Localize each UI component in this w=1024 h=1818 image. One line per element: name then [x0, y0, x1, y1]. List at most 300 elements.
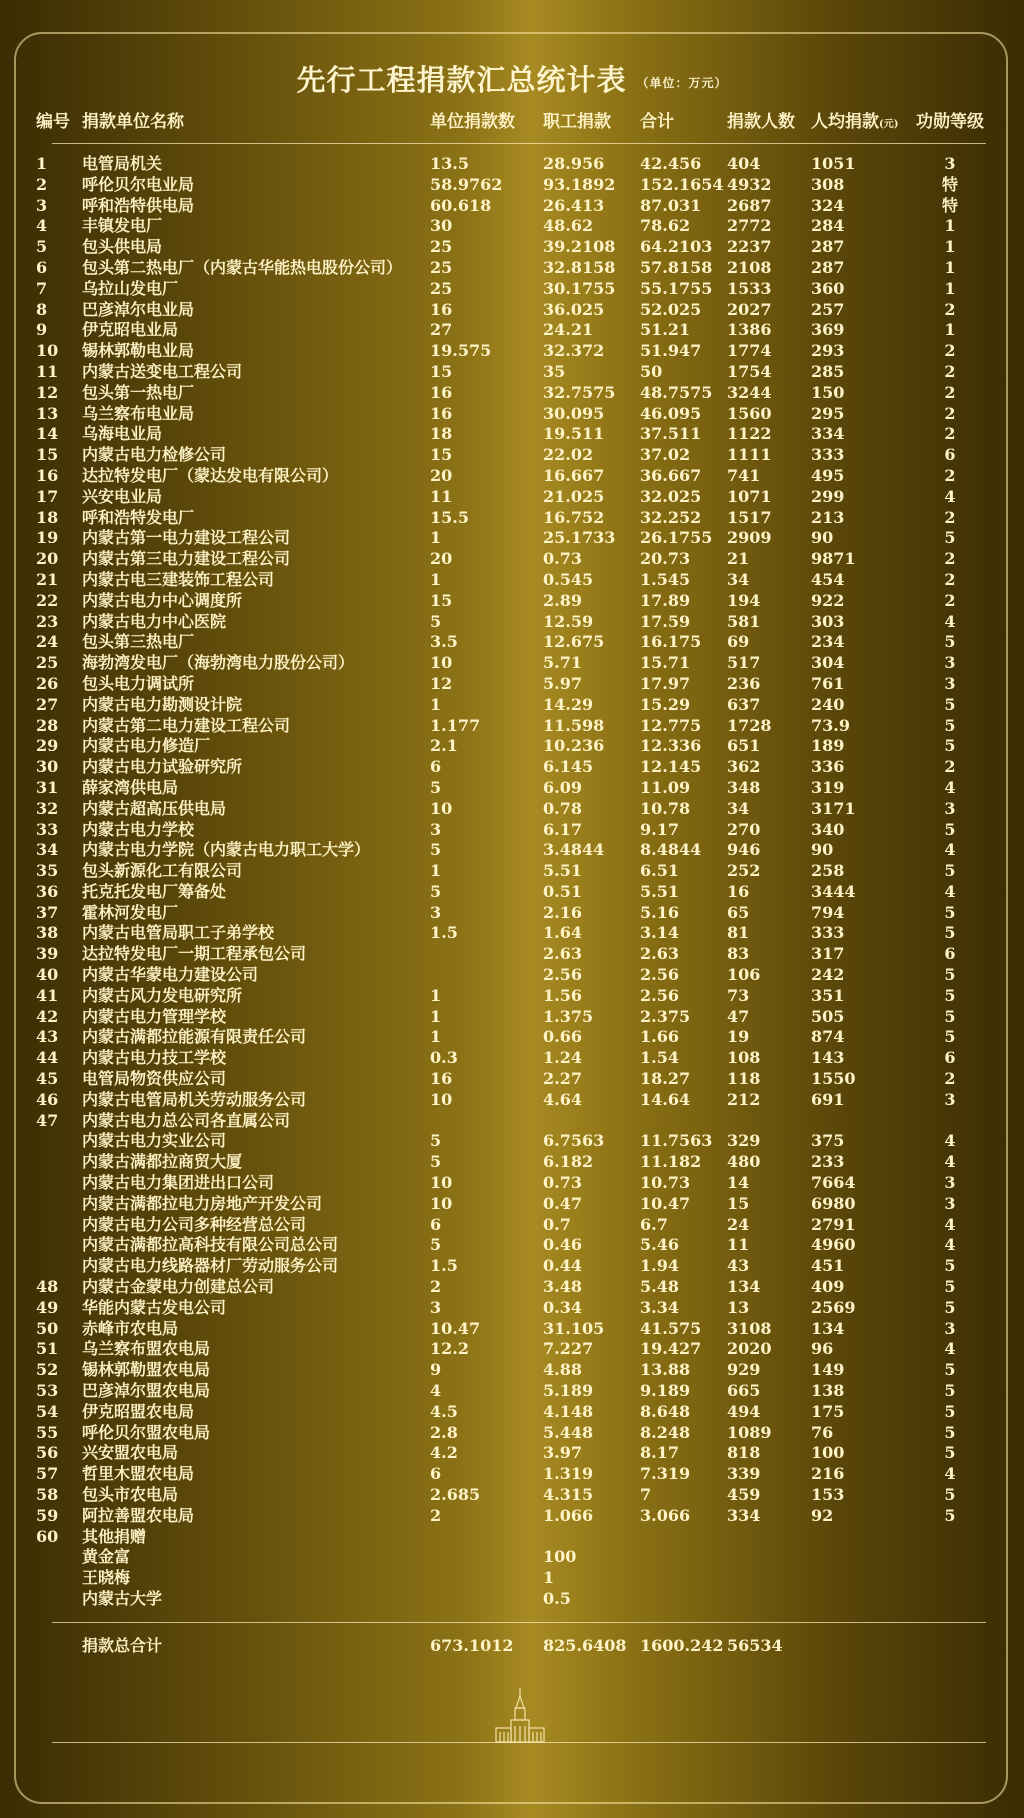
- row-grade: 3: [944, 1089, 956, 1109]
- row-total: 1.545: [640, 569, 691, 589]
- row-name: 黄金富: [82, 1547, 131, 1567]
- row-people: 818: [727, 1443, 761, 1463]
- row-total: 7.319: [640, 1464, 691, 1484]
- row-people: 329: [727, 1131, 761, 1151]
- row-total: 1.66: [640, 1027, 679, 1047]
- table-row: [0, 383, 1024, 404]
- row-people: 73: [727, 985, 750, 1005]
- row-staff-donation: 4.88: [543, 1360, 582, 1380]
- row-unit-donation: 15.5: [430, 507, 469, 527]
- row-people: 637: [727, 694, 761, 714]
- table-row: [0, 944, 1024, 965]
- row-no: 28: [36, 715, 59, 735]
- table-row: [0, 1173, 1024, 1194]
- row-total: 5.16: [640, 902, 679, 922]
- row-name: 锡林郭勒电业局: [82, 341, 195, 361]
- row-grade: 4: [944, 777, 956, 797]
- row-total: 55.1755: [640, 278, 713, 298]
- total-people: 56534: [727, 1636, 783, 1655]
- row-average: 299: [811, 486, 845, 506]
- table-row: [0, 466, 1024, 487]
- table-row: [0, 279, 1024, 300]
- row-average: 100: [811, 1443, 845, 1463]
- row-unit-donation: 11: [430, 486, 453, 506]
- row-no: 54: [36, 1401, 59, 1421]
- row-name: 包头第一热电厂: [82, 382, 195, 402]
- row-people: 34: [727, 798, 750, 818]
- row-people: 270: [727, 819, 761, 839]
- row-name: 内蒙古电力公司多种经营总公司: [82, 1214, 307, 1234]
- row-unit-donation: 10: [430, 1173, 453, 1193]
- row-no: 5: [36, 237, 48, 257]
- row-average: 369: [811, 320, 845, 340]
- row-grade: 5: [944, 861, 956, 881]
- row-name: 包头电力调试所: [82, 673, 195, 693]
- row-average: 409: [811, 1277, 845, 1297]
- row-unit-donation: 60.618: [430, 195, 492, 215]
- table-row: [0, 716, 1024, 737]
- row-no: 46: [36, 1089, 59, 1109]
- row-average: 691: [811, 1089, 845, 1109]
- row-people: 741: [727, 465, 761, 485]
- row-staff-donation: 39.2108: [543, 237, 616, 257]
- row-staff-donation: 11.598: [543, 715, 605, 735]
- row-average: 351: [811, 985, 845, 1005]
- row-grade: 特: [941, 195, 958, 215]
- row-grade: 2: [944, 549, 956, 569]
- row-no: 45: [36, 1069, 59, 1089]
- row-staff-donation: 12.59: [543, 611, 594, 631]
- row-total: 42.456: [640, 154, 702, 173]
- row-total: 3.34: [640, 1297, 679, 1317]
- row-average: 189: [811, 736, 845, 756]
- row-no: 25: [36, 653, 59, 673]
- row-total: 2.375: [640, 1006, 691, 1026]
- row-no: 30: [36, 757, 59, 777]
- row-staff-donation: 1.066: [543, 1505, 594, 1525]
- row-name: 内蒙古电力中心医院: [82, 611, 227, 631]
- row-grade: 5: [944, 1381, 956, 1401]
- row-total: 16.175: [640, 632, 702, 652]
- table-row: [0, 549, 1024, 570]
- header-avg-text: 人均捐款: [811, 112, 879, 132]
- table-row: [0, 632, 1024, 653]
- row-staff-donation: 14.29: [543, 694, 594, 714]
- row-total: 3.14: [640, 923, 679, 943]
- row-total: 152.1654: [640, 174, 724, 194]
- row-name: 内蒙古电力修造厂: [82, 736, 211, 756]
- table-row: [0, 1568, 1024, 1589]
- row-no: 21: [36, 569, 59, 589]
- row-staff-donation: 26.413: [543, 195, 605, 215]
- table-row: [0, 1027, 1024, 1048]
- row-people: 2027: [727, 299, 772, 319]
- row-people: 4932: [727, 174, 772, 194]
- row-no: 29: [36, 736, 59, 756]
- table-row: [0, 1506, 1024, 1527]
- row-people: 24: [727, 1214, 750, 1234]
- row-total: 19.427: [640, 1339, 702, 1359]
- row-name: 内蒙古电管局职工子弟学校: [82, 923, 275, 943]
- row-name: 内蒙古电力勘测设计院: [82, 694, 243, 714]
- table-row: [0, 1319, 1024, 1340]
- row-name: 内蒙古满都拉能源有限责任公司: [82, 1027, 307, 1047]
- row-total: 9.189: [640, 1381, 691, 1401]
- row-name: 内蒙古第一电力建设工程公司: [82, 528, 291, 548]
- row-unit-donation: 5: [430, 1131, 442, 1151]
- row-staff-donation: 5.51: [543, 861, 582, 881]
- row-no: 39: [36, 944, 59, 964]
- row-no: 35: [36, 861, 59, 881]
- row-no: 42: [36, 1006, 59, 1026]
- table-row: [0, 923, 1024, 944]
- row-staff-donation: 1.319: [543, 1464, 594, 1484]
- row-people: 118: [727, 1069, 761, 1089]
- row-staff-donation: 0.44: [543, 1256, 582, 1276]
- row-unit-donation: 4.5: [430, 1401, 458, 1421]
- row-grade: 2: [944, 465, 956, 485]
- row-staff-donation: 1: [543, 1568, 555, 1588]
- header-people: 捐款人数: [727, 112, 795, 132]
- row-staff-donation: 24.21: [543, 320, 594, 340]
- row-people: 19: [727, 1027, 750, 1047]
- row-average: 6980: [811, 1193, 856, 1213]
- row-total: 6.7: [640, 1214, 668, 1234]
- row-people: 362: [727, 757, 761, 777]
- row-staff-donation: 0.7: [543, 1214, 571, 1234]
- table-row: [0, 487, 1024, 508]
- table-row: [0, 1360, 1024, 1381]
- row-people: 1089: [727, 1422, 772, 1442]
- row-grade: 5: [944, 1006, 956, 1026]
- row-people: 348: [727, 777, 761, 797]
- header-divider: [52, 143, 986, 144]
- row-grade: 2: [944, 590, 956, 610]
- table-row: [0, 1090, 1024, 1111]
- row-average: 295: [811, 403, 845, 423]
- row-grade: 2: [944, 299, 956, 319]
- row-grade: 5: [944, 528, 956, 548]
- row-average: 240: [811, 694, 845, 714]
- row-unit-donation: 16: [430, 382, 453, 402]
- row-average: 319: [811, 777, 845, 797]
- row-unit-donation: 6: [430, 757, 442, 777]
- row-staff-donation: 0.5: [543, 1588, 571, 1608]
- row-average: 149: [811, 1360, 845, 1380]
- table-row: [0, 1298, 1024, 1319]
- row-average: 304: [811, 653, 845, 673]
- row-name: 阿拉善盟农电局: [82, 1505, 195, 1525]
- row-total: 2.56: [640, 985, 679, 1005]
- table-row: [0, 1339, 1024, 1360]
- row-people: 1774: [727, 341, 772, 361]
- row-staff-donation: 36.025: [543, 299, 605, 319]
- table-body: [0, 154, 1024, 1610]
- row-total: 32.252: [640, 507, 702, 527]
- row-name: 内蒙古大学: [82, 1588, 163, 1608]
- row-total: 41.575: [640, 1318, 702, 1338]
- row-name: 巴彦淖尔电业局: [82, 299, 195, 319]
- table-row: [0, 404, 1024, 425]
- table-row: [0, 1256, 1024, 1277]
- row-no: 43: [36, 1027, 59, 1047]
- row-staff-donation: 0.46: [543, 1235, 582, 1255]
- row-people: 16: [727, 881, 750, 901]
- row-people: 581: [727, 611, 761, 631]
- row-unit-donation: 27: [430, 320, 453, 340]
- row-staff-donation: 0.73: [543, 549, 582, 569]
- row-staff-donation: 48.62: [543, 216, 594, 236]
- table-row: [0, 508, 1024, 529]
- title-text: 先行工程捐款汇总统计表: [296, 63, 627, 97]
- row-people: 252: [727, 861, 761, 881]
- row-unit-donation: 5: [430, 881, 442, 901]
- row-name: 乌海电业局: [82, 424, 163, 444]
- row-unit-donation: 1: [430, 861, 442, 881]
- row-no: 33: [36, 819, 59, 839]
- row-name: 内蒙古电力试验研究所: [82, 757, 243, 777]
- row-average: 324: [811, 195, 845, 215]
- table-row: [0, 1443, 1024, 1464]
- row-name: 内蒙古电力管理学校: [82, 1006, 227, 1026]
- row-total: 50: [640, 361, 663, 381]
- row-staff-donation: 2.16: [543, 902, 582, 922]
- row-grade: 1: [944, 237, 956, 257]
- row-unit-donation: 2: [430, 1277, 442, 1297]
- row-staff-donation: 6.17: [543, 819, 582, 839]
- row-average: 340: [811, 819, 845, 839]
- row-people: 2108: [727, 257, 772, 277]
- row-staff-donation: 0.73: [543, 1173, 582, 1193]
- row-total: 17.89: [640, 590, 691, 610]
- row-average: 150: [811, 382, 845, 402]
- row-unit-donation: 25: [430, 257, 453, 277]
- row-average: 495: [811, 465, 845, 485]
- row-name: 内蒙古电力检修公司: [82, 445, 227, 465]
- row-no: 9: [36, 320, 48, 340]
- table-row: [0, 840, 1024, 861]
- row-grade: 特: [941, 174, 958, 194]
- row-people: 13: [727, 1297, 750, 1317]
- row-total: 18.27: [640, 1069, 691, 1089]
- row-no: 57: [36, 1464, 59, 1484]
- table-row: [0, 1194, 1024, 1215]
- row-people: 1560: [727, 403, 772, 423]
- row-unit-donation: 3: [430, 819, 442, 839]
- row-unit-donation: 1.5: [430, 923, 458, 943]
- table-row: [0, 258, 1024, 279]
- row-staff-donation: 6.7563: [543, 1131, 605, 1151]
- row-total: 8.648: [640, 1401, 691, 1421]
- row-staff-donation: 6.145: [543, 757, 594, 777]
- row-no: 4: [36, 216, 48, 236]
- table-row: [0, 986, 1024, 1007]
- row-staff-donation: 4.64: [543, 1089, 582, 1109]
- row-total: 51.21: [640, 320, 691, 340]
- row-total: 12.775: [640, 715, 702, 735]
- row-name: 包头第二热电厂（内蒙古华能热电股份公司）: [82, 257, 403, 277]
- row-name: 内蒙古电力学院（内蒙古电力职工大学）: [82, 840, 371, 860]
- row-grade: 5: [944, 923, 956, 943]
- row-name: 霍林河发电厂: [82, 902, 179, 922]
- row-grade: 5: [944, 736, 956, 756]
- row-staff-donation: 28.956: [543, 154, 605, 173]
- table-row: [0, 237, 1024, 258]
- row-total: 2.56: [640, 965, 679, 985]
- row-name: 内蒙古电力总公司各直属公司: [82, 1110, 291, 1130]
- row-average: 293: [811, 341, 845, 361]
- row-average: 308: [811, 174, 845, 194]
- row-people: 2909: [727, 528, 772, 548]
- row-average: 96: [811, 1339, 834, 1359]
- row-total: 6.51: [640, 861, 679, 881]
- row-staff-donation: 2.63: [543, 944, 582, 964]
- row-staff-donation: 2.56: [543, 965, 582, 985]
- table-row: [0, 196, 1024, 217]
- row-people: 2772: [727, 216, 772, 236]
- row-average: 505: [811, 1006, 845, 1026]
- row-people: 106: [727, 965, 761, 985]
- row-name: 呼伦贝尔盟农电局: [82, 1422, 211, 1442]
- row-unit-donation: 58.9762: [430, 174, 503, 194]
- row-people: 69: [727, 632, 750, 652]
- row-name: 呼伦贝尔电业局: [82, 174, 195, 194]
- row-average: 303: [811, 611, 845, 631]
- row-name: 伊克昭电业局: [82, 320, 179, 340]
- row-average: 761: [811, 673, 845, 693]
- row-name: 内蒙古电力学校: [82, 819, 195, 839]
- row-unit-donation: 5: [430, 1152, 442, 1172]
- row-staff-donation: 6.182: [543, 1152, 594, 1172]
- row-no: 11: [36, 361, 59, 381]
- row-no: 22: [36, 590, 59, 610]
- table-row: [0, 612, 1024, 633]
- row-name: 内蒙古电力线路器材厂劳动服务公司: [82, 1256, 339, 1276]
- row-people: 14: [727, 1173, 750, 1193]
- row-people: 334: [727, 1505, 761, 1525]
- row-staff-donation: 2.27: [543, 1069, 582, 1089]
- row-total: 10.47: [640, 1193, 691, 1213]
- row-total: 17.59: [640, 611, 691, 631]
- row-unit-donation: 15: [430, 445, 453, 465]
- row-people: 11: [727, 1235, 750, 1255]
- row-grade: 5: [944, 632, 956, 652]
- row-average: 2791: [811, 1214, 856, 1234]
- row-no: 23: [36, 611, 59, 631]
- row-total: 8.4844: [640, 840, 702, 860]
- row-staff-donation: 19.511: [543, 424, 605, 444]
- row-unit-donation: 10.47: [430, 1318, 481, 1338]
- table-row: [0, 1464, 1024, 1485]
- row-total: 10.78: [640, 798, 691, 818]
- row-no: 40: [36, 965, 59, 985]
- row-name: 托克托发电厂筹备处: [82, 881, 227, 901]
- row-average: 1051: [811, 154, 856, 173]
- row-total: 1.54: [640, 1048, 679, 1068]
- row-average: 9871: [811, 549, 856, 569]
- row-name: 内蒙古华蒙电力建设公司: [82, 965, 259, 985]
- row-grade: 5: [944, 1297, 956, 1317]
- table-row: [0, 820, 1024, 841]
- row-total: 5.46: [640, 1235, 679, 1255]
- row-total: 51.947: [640, 341, 702, 361]
- row-unit-donation: 2: [430, 1505, 442, 1525]
- row-name: 内蒙古第三电力建设工程公司: [82, 549, 291, 569]
- total-staff: 825.6408: [543, 1636, 627, 1655]
- row-grade: 4: [944, 611, 956, 631]
- row-total: 8.248: [640, 1422, 691, 1442]
- row-grade: 5: [944, 1485, 956, 1504]
- row-name: 电管局机关: [82, 154, 163, 173]
- row-people: 81: [727, 923, 750, 943]
- row-total: 11.09: [640, 777, 691, 797]
- table-row: [0, 1423, 1024, 1444]
- row-name: 呼和浩特发电厂: [82, 507, 195, 527]
- row-unit-donation: 3.5: [430, 632, 458, 652]
- row-staff-donation: 5.189: [543, 1381, 594, 1401]
- row-name: 包头供电局: [82, 237, 163, 257]
- row-name: 内蒙古送变电工程公司: [82, 361, 243, 381]
- row-name: 内蒙古第二电力建设工程公司: [82, 715, 291, 735]
- row-total: 3.066: [640, 1505, 691, 1525]
- row-name: 内蒙古电力集团进出口公司: [82, 1173, 275, 1193]
- row-unit-donation: 10: [430, 1089, 453, 1109]
- row-name: 内蒙古电管局机关劳动服务公司: [82, 1089, 307, 1109]
- row-no: 6: [36, 257, 48, 277]
- table-header: [0, 108, 1024, 136]
- table-row: [0, 175, 1024, 196]
- row-staff-donation: 1.64: [543, 923, 582, 943]
- row-grade: 5: [944, 902, 956, 922]
- row-total: 5.51: [640, 881, 679, 901]
- header-total: 合计: [640, 112, 674, 132]
- row-grade: 4: [944, 1152, 956, 1172]
- row-grade: 5: [944, 819, 956, 839]
- row-grade: 5: [944, 1401, 956, 1421]
- row-staff-donation: 35: [543, 361, 566, 381]
- row-unit-donation: 10: [430, 1193, 453, 1213]
- table-row: [0, 1485, 1024, 1506]
- table-row: [0, 1215, 1024, 1236]
- table-row: [0, 1131, 1024, 1152]
- table-row: [0, 903, 1024, 924]
- row-staff-donation: 0.78: [543, 798, 582, 818]
- row-people: 2020: [727, 1339, 772, 1359]
- row-staff-donation: 32.8158: [543, 257, 616, 277]
- row-no: 47: [36, 1110, 59, 1130]
- row-people: 651: [727, 736, 761, 756]
- header-staff: 职工捐款: [543, 112, 611, 132]
- row-name: 内蒙古超高压供电局: [82, 798, 227, 818]
- row-staff-donation: 100: [543, 1547, 577, 1567]
- row-grade: 2: [944, 341, 956, 361]
- table-row: [0, 1589, 1024, 1610]
- row-total: 2.63: [640, 944, 679, 964]
- row-name: 内蒙古金蒙电力创建总公司: [82, 1277, 275, 1297]
- row-unit-donation: 5: [430, 840, 442, 860]
- row-total: 46.095: [640, 403, 702, 423]
- row-name: 内蒙古电力中心调度所: [82, 590, 243, 610]
- row-name: 丰镇发电厂: [82, 216, 163, 236]
- row-average: 2569: [811, 1297, 856, 1317]
- row-grade: 5: [944, 1360, 956, 1380]
- row-grade: 4: [944, 1235, 956, 1255]
- row-average: 874: [811, 1027, 845, 1047]
- row-average: 257: [811, 299, 845, 319]
- row-total: 36.667: [640, 465, 702, 485]
- row-people: 212: [727, 1089, 761, 1109]
- row-name: 锡林郭勒盟农电局: [82, 1360, 211, 1380]
